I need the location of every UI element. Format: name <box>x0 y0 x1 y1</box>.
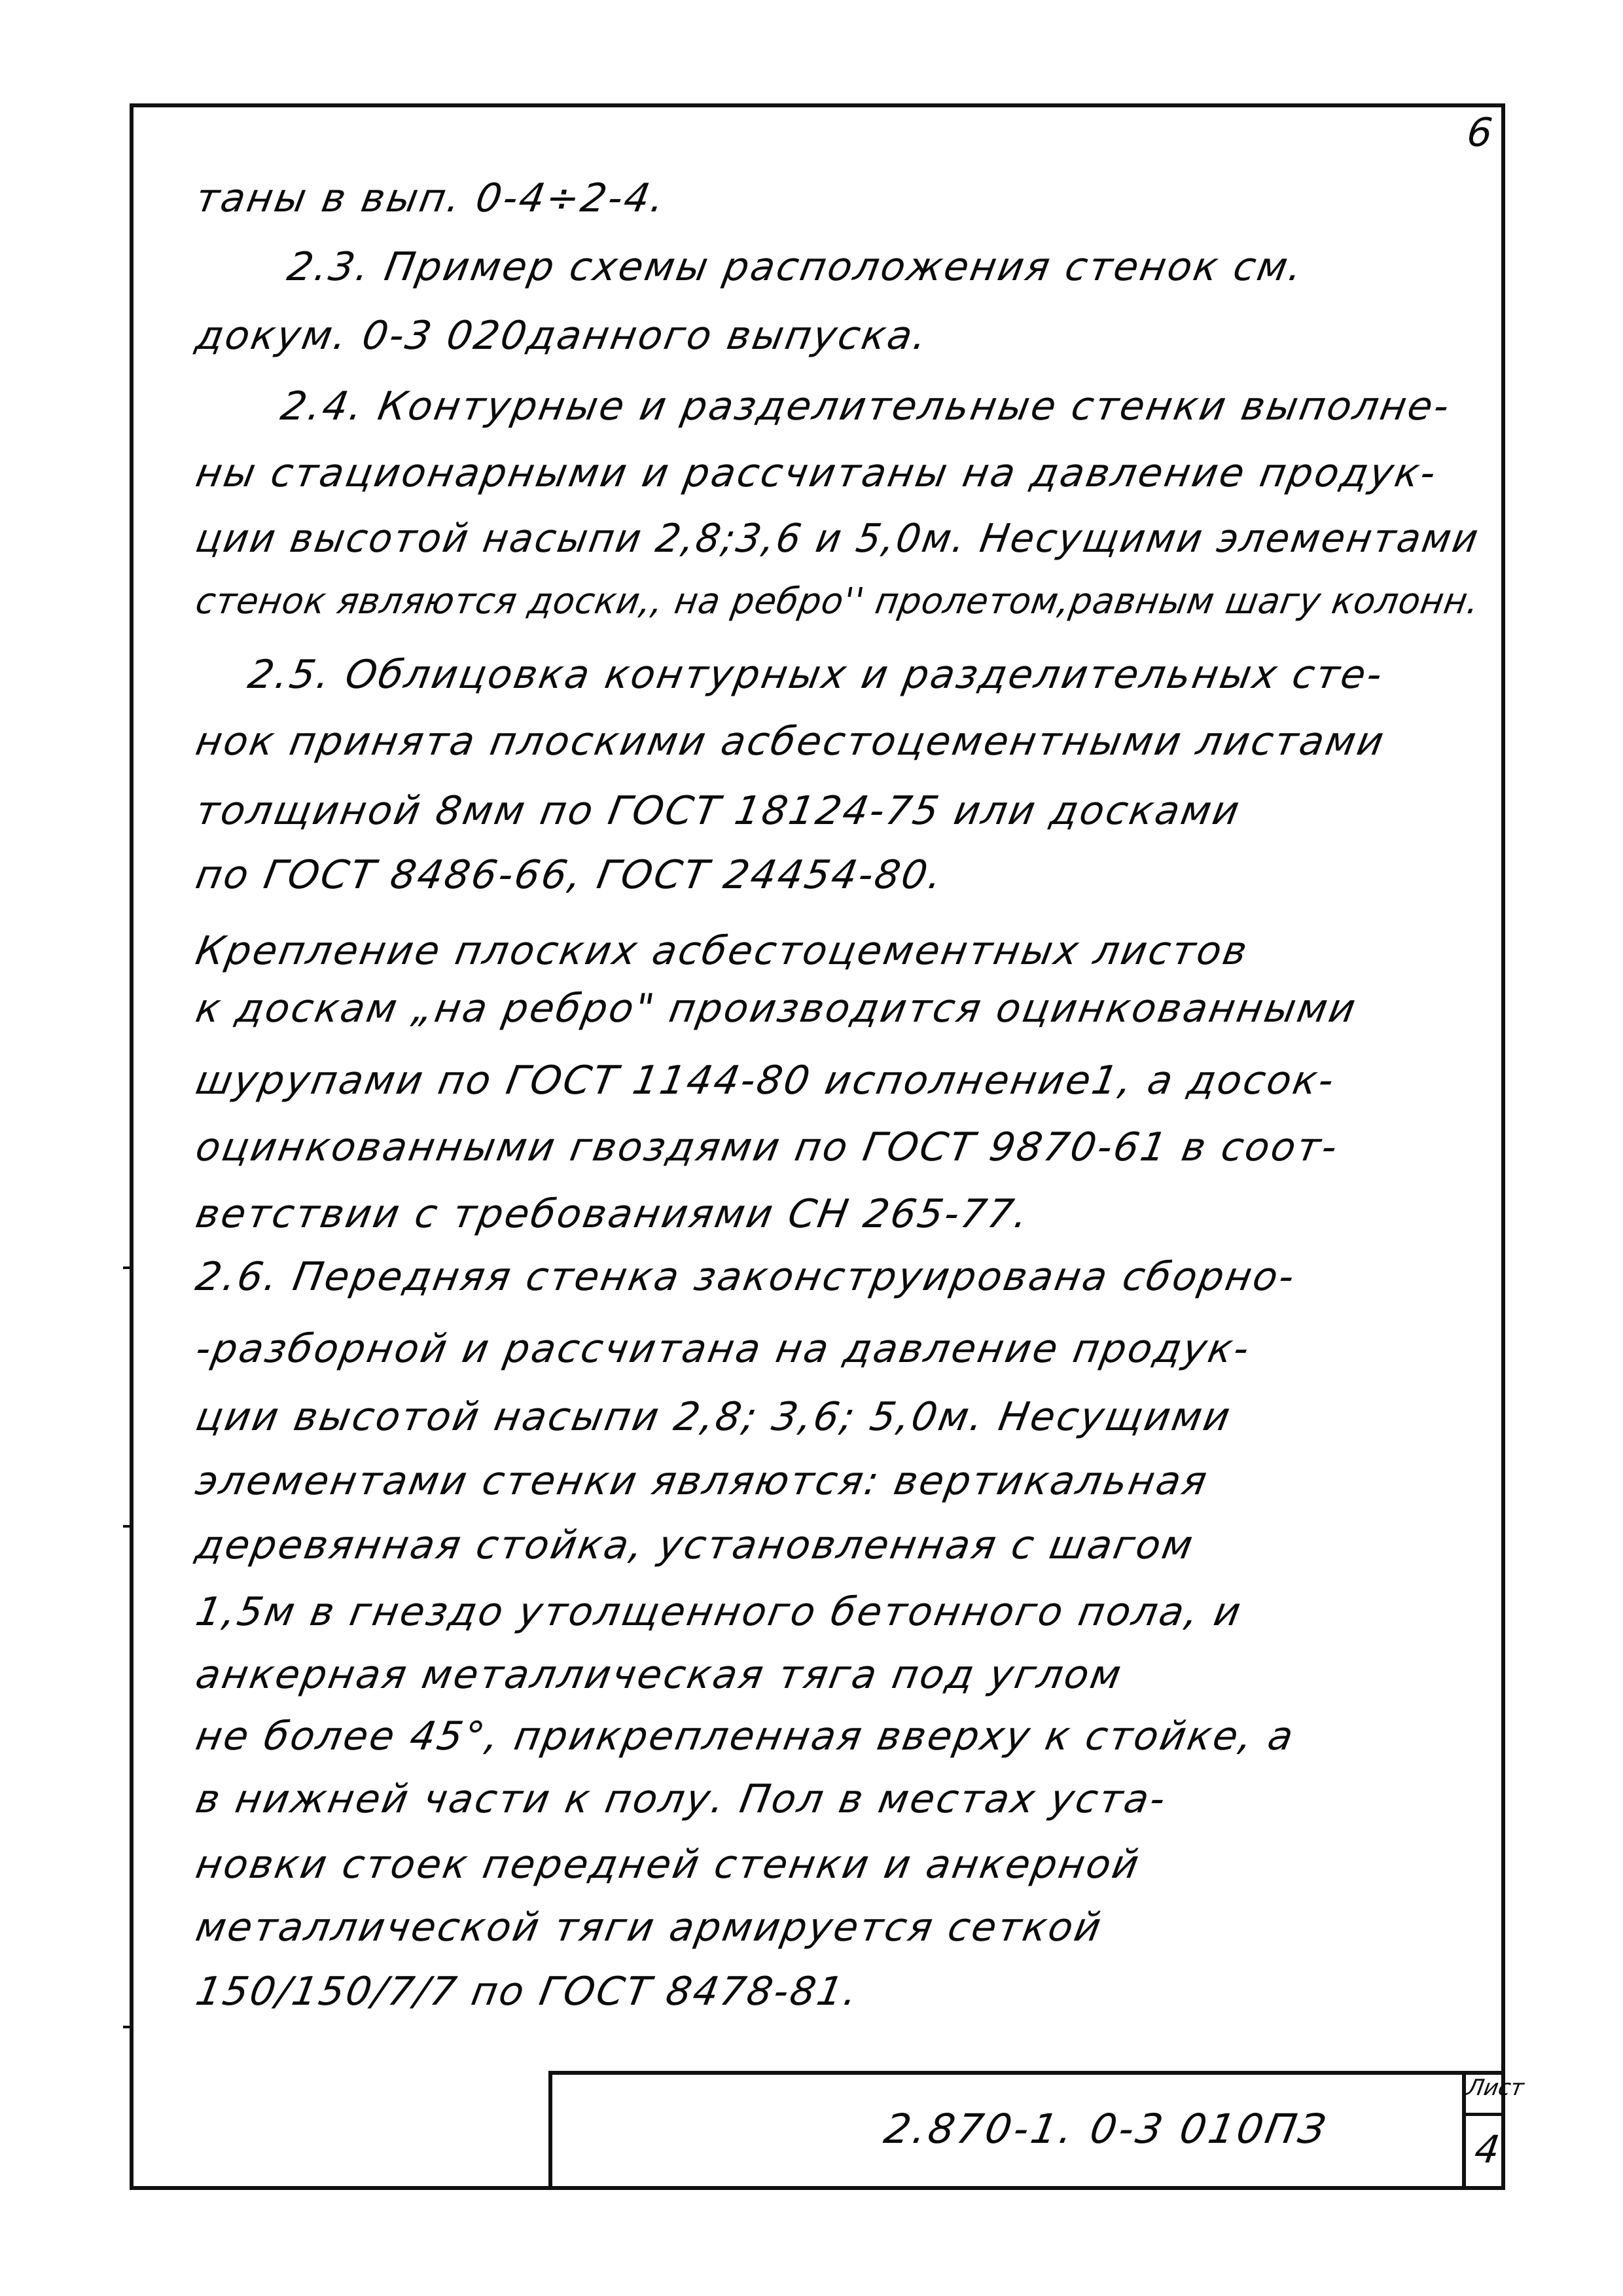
text-line-11: по ГОСТ 8486-66, ГОСТ 24454-80. <box>192 852 948 898</box>
text-line-4: 2.4. Контурные и разделительные стенки выполне- <box>277 384 1455 429</box>
text-line-26: новки стоек передней стенки и анкерной <box>192 1842 1145 1888</box>
text-line-21: деревянная стойка, установленная с шагом <box>192 1522 1198 1568</box>
text-line-28: 150/150/7/7 по ГОСТ 8478-81. <box>192 1969 863 2015</box>
title-block <box>548 2071 1505 2190</box>
text-line-20: элементами стенки являются: вертикальная <box>192 1458 1213 1504</box>
text-line-17: 2.6. Передняя стенка законструирована сборно- <box>192 1254 1300 1300</box>
text-line-10: толщиной 8мм по ГОСТ 18124-75 или досками <box>192 788 1245 834</box>
text-line-9: нок принята плоскими асбестоцементными листами <box>192 719 1389 764</box>
text-line-23: анкерная металлическая тяга под углом <box>192 1652 1126 1698</box>
text-line-14: шурупами по ГОСТ 1144-80 исполнение1, а досок- <box>192 1058 1340 1103</box>
text-line-22: 1,5м в гнездо утолщенного бетонного пола, и <box>192 1589 1246 1635</box>
sheet-label: Лист <box>1465 2075 1526 2101</box>
margin-tick <box>123 2026 130 2028</box>
sheet-cell <box>1462 2071 1526 2190</box>
text-line-8: 2.5. Облицовка контурных и разделительных сте- <box>244 652 1388 698</box>
margin-tick <box>123 1266 130 1269</box>
text-line-18: -разборной и рассчитана на давление продук- <box>192 1326 1255 1372</box>
text-line-15: оцинкованными гвоздями по ГОСТ 9870-61 в соот- <box>192 1124 1343 1170</box>
text-line-25: в нижней части к полу. Пол в местах уста- <box>192 1776 1171 1822</box>
text-line-3: докум. 0-3 020данного выпуска. <box>192 313 933 359</box>
text-line-6: ции высотой насыпи 2,8;3,6 и 5,0м. Несущими элементами <box>192 516 1484 562</box>
text-line-1: таны в вып. 0-4÷2-4. <box>192 175 670 221</box>
text-line-13: к доскам „на ребро" производится оцинкованными <box>192 986 1361 1031</box>
document-code: 2.870-1. 0-3 010ПЗ <box>880 2105 1332 2153</box>
text-line-5: ны стационарными и рассчитаны на давление продук- <box>192 450 1441 496</box>
text-line-7: стенок являются доски,, на ребро'' пролетом,равным шагу колонн. <box>192 580 1483 622</box>
sheet-number: 4 <box>1472 2127 1503 2172</box>
text-line-12: Крепление плоских асбестоцементных листов <box>192 928 1253 974</box>
text-line-24: не более 45°, прикрепленная вверху к стойке, а <box>192 1713 1299 1759</box>
text-line-19: ции высотой насыпи 2,8; 3,6; 5,0м. Несущими <box>192 1394 1236 1440</box>
text-line-2: 2.3. Пример схемы расположения стенок см. <box>283 244 1308 290</box>
sheet-divider <box>1466 2113 1505 2116</box>
margin-tick <box>123 1525 130 1528</box>
text-line-16: ветствии с требованиями СН 265-77. <box>192 1191 1033 1237</box>
corner-page-number: 6 <box>1465 110 1495 156</box>
text-line-27: металлической тяги армируется сеткой <box>192 1905 1107 1950</box>
